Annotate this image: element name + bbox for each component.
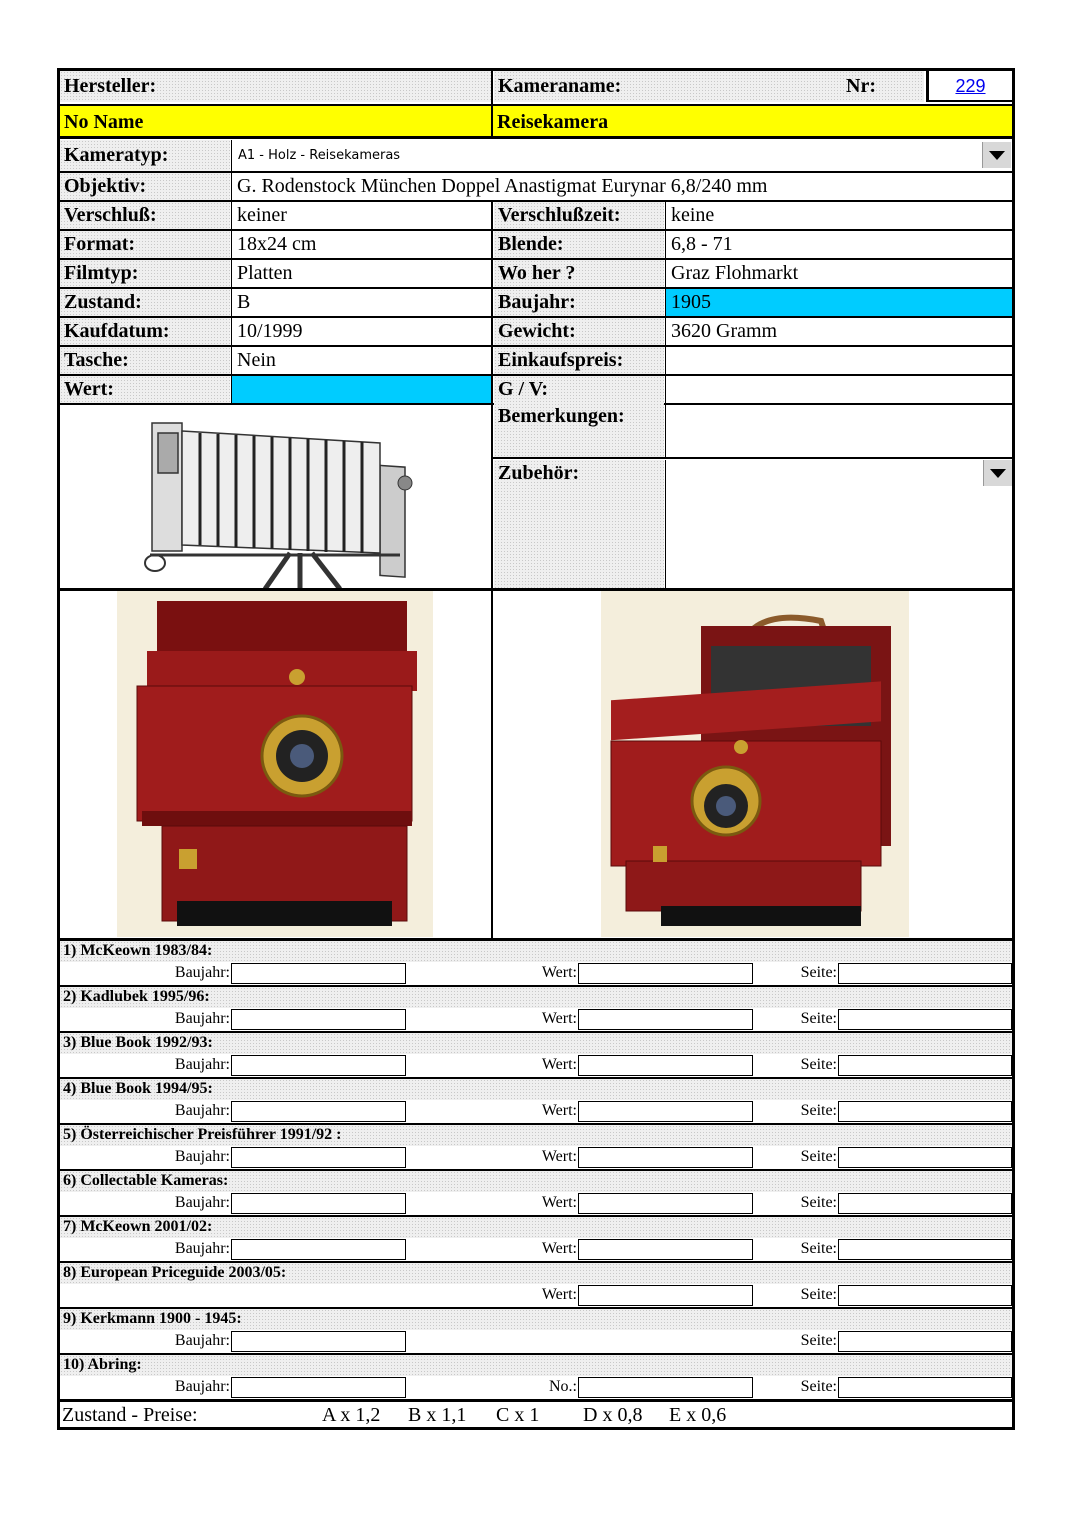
field-value[interactable]: 10/1999 (231, 318, 491, 345)
reference-title: 9) Kerkmann 1900 - 1945: (60, 1309, 1012, 1330)
reference-field-input[interactable] (578, 1147, 753, 1168)
reference-title: 8) European Priceguide 2003/05: (60, 1263, 1012, 1284)
reference-title: 10) Abring: (60, 1355, 1012, 1376)
reference-field-label: Baujahr: (174, 1240, 230, 1257)
chevron-down-icon[interactable] (983, 460, 1012, 486)
reference-title: 5) Österreichischer Preisführer 1991/92 : (60, 1125, 1012, 1146)
reference-field-label: Baujahr: (174, 1194, 230, 1211)
kameratyp-value: A1 - Holz - Reisekameras (238, 148, 401, 163)
field-label: Verschluß: (60, 202, 230, 229)
field-label: Blende: (494, 231, 664, 258)
reference-field-input[interactable] (578, 1101, 753, 1122)
preis-d: D x 0,8 (583, 1404, 643, 1426)
reference-field-label: Wert: (541, 1056, 577, 1073)
field-label: Kaufdatum: (60, 318, 230, 345)
field-value[interactable]: 1905 (665, 289, 1012, 316)
camera-sketch (60, 403, 491, 589)
reference-field-label: No.: (549, 1378, 577, 1395)
objektiv-value: G. Rodenstock München Doppel Anastigmat Eurynar 6,8/240 mm (231, 173, 1012, 200)
preis-a: A x 1,2 (322, 1404, 381, 1426)
reference-field-input[interactable] (578, 1055, 753, 1076)
kameratyp-label: Kameratyp: (60, 140, 230, 171)
field-label: G / V: (494, 376, 664, 403)
reference-field-label: Seite: (800, 1194, 837, 1211)
hersteller-value: No Name (60, 104, 491, 136)
reference-field-label: Baujahr: (174, 964, 230, 981)
reference-field-input[interactable] (578, 1009, 753, 1030)
field-value[interactable]: 6,8 - 71 (665, 231, 1012, 258)
field-value[interactable]: Graz Flohmarkt (665, 260, 1012, 287)
field-label: Verschlußzeit: (494, 202, 664, 229)
reference-field-label: Seite: (800, 964, 837, 981)
field-label: Tasche: (60, 347, 230, 374)
kameratyp-select[interactable] (231, 140, 1012, 171)
reference-field-input[interactable] (838, 1147, 1012, 1168)
hersteller-label: Hersteller: (60, 71, 492, 102)
zustand-preise-row (60, 1400, 1012, 1427)
reference-title: 1) McKeown 1983/84: (60, 941, 1012, 962)
reference-field-label: Baujahr: (174, 1332, 230, 1349)
reference-field-input[interactable] (231, 1377, 406, 1398)
reference-field-label: Seite: (800, 1286, 837, 1303)
reference-field-label: Seite: (800, 1148, 837, 1165)
reference-title: 4) Blue Book 1994/95: (60, 1079, 1012, 1100)
reference-field-input[interactable] (838, 1377, 1012, 1398)
reference-field-label: Seite: (800, 1240, 837, 1257)
reference-field-label: Baujahr: (174, 1056, 230, 1073)
nr-label: Nr: (846, 75, 876, 97)
reference-field-input[interactable] (231, 1009, 406, 1030)
reference-field-input[interactable] (231, 1055, 406, 1076)
field-value[interactable]: B (231, 289, 491, 316)
reference-field-input[interactable] (231, 1101, 406, 1122)
field-value[interactable]: keine (665, 202, 1012, 229)
kameraname-label: Kameraname: (494, 71, 924, 102)
reference-field-input[interactable] (578, 1285, 753, 1306)
camera-photo-angle (601, 591, 909, 937)
nr-link[interactable]: 229 (955, 76, 986, 96)
bemerkungen-value (665, 403, 1012, 458)
field-value[interactable]: keiner (231, 202, 491, 229)
field-label: Gewicht: (494, 318, 664, 345)
objektiv-label: Objektiv: (60, 173, 230, 200)
field-value[interactable]: 3620 Gramm (665, 318, 1012, 345)
reference-field-label: Wert: (541, 1148, 577, 1165)
reference-field-input[interactable] (838, 1101, 1012, 1122)
reference-title: 2) Kadlubek 1995/96: (60, 987, 1012, 1008)
field-label: Format: (60, 231, 230, 258)
zustand-preise-label: Zustand - Preise: (62, 1404, 198, 1426)
reference-field-label: Seite: (800, 1056, 837, 1073)
reference-field-label: Seite: (800, 1378, 837, 1395)
reference-field-input[interactable] (231, 1193, 406, 1214)
field-label: Zustand: (60, 289, 230, 316)
field-label: Filmtyp: (60, 260, 230, 287)
bemerkungen-label: Bemerkungen: (494, 403, 664, 458)
reference-field-input[interactable] (838, 963, 1012, 984)
reference-field-label: Wert: (541, 1102, 577, 1119)
reference-title: 6) Collectable Kameras: (60, 1171, 1012, 1192)
chevron-down-icon[interactable] (982, 142, 1011, 168)
reference-title: 3) Blue Book 1992/93: (60, 1033, 1012, 1054)
reference-field-label: Wert: (541, 1286, 577, 1303)
reference-field-input[interactable] (231, 963, 406, 984)
field-value[interactable]: Platten (231, 260, 491, 287)
field-value[interactable] (665, 376, 1012, 403)
camera-photo-front (117, 591, 433, 937)
reference-field-label: Seite: (800, 1010, 837, 1027)
reference-field-label: Wert: (541, 964, 577, 981)
reference-field-label: Seite: (800, 1102, 837, 1119)
reference-field-label: Seite: (800, 1332, 837, 1349)
field-label: Baujahr: (494, 289, 664, 316)
reference-field-input[interactable] (838, 1055, 1012, 1076)
reference-field-input[interactable] (578, 1377, 753, 1398)
reference-field-input[interactable] (838, 1331, 1012, 1352)
field-label: Wert: (60, 376, 230, 403)
reference-field-input[interactable] (838, 1193, 1012, 1214)
reference-field-input[interactable] (838, 1009, 1012, 1030)
reference-field-label: Baujahr: (174, 1378, 230, 1395)
reference-field-input[interactable] (231, 1239, 406, 1260)
reference-field-label: Baujahr: (174, 1102, 230, 1119)
reference-field-input[interactable] (838, 1285, 1012, 1306)
reference-field-label: Wert: (541, 1240, 577, 1257)
kameraname-value: Reisekamera (493, 104, 1012, 136)
reference-field-input[interactable] (231, 1331, 406, 1352)
reference-field-label: Baujahr: (174, 1148, 230, 1165)
field-value[interactable]: Nein (231, 347, 491, 374)
reference-field-label: Wert: (541, 1194, 577, 1211)
reference-field-input[interactable] (578, 963, 753, 984)
field-value[interactable]: 18x24 cm (231, 231, 491, 258)
reference-field-input[interactable] (231, 1147, 406, 1168)
field-label: Einkaufspreis: (494, 347, 664, 374)
zubehoer-value[interactable] (665, 460, 1012, 588)
reference-field-input[interactable] (578, 1239, 753, 1260)
field-value[interactable] (665, 347, 1012, 374)
reference-field-input[interactable] (838, 1239, 1012, 1260)
preis-e: E x 0,6 (669, 1404, 727, 1426)
preis-b: B x 1,1 (408, 1404, 467, 1426)
field-label: Wo her ? (494, 260, 664, 287)
reference-field-label: Wert: (541, 1010, 577, 1027)
reference-title: 7) McKeown 2001/02: (60, 1217, 1012, 1238)
reference-field-input[interactable] (578, 1193, 753, 1214)
zubehoer-label: Zubehör: (494, 460, 664, 588)
preis-c: C x 1 (496, 1404, 540, 1426)
field-value[interactable] (231, 376, 491, 403)
reference-field-label: Baujahr: (174, 1010, 230, 1027)
